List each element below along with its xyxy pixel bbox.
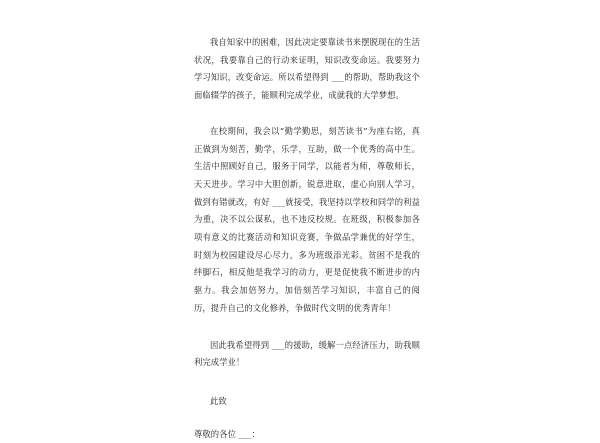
letter-body bbox=[194, 34, 420, 443]
closing-salutation: 此致 bbox=[210, 395, 227, 406]
paragraph-intro: 我自知家中的困难，因此决定要靠读书来摆脱现在的生活状况，我要靠自己的行动来证明，知识改变命运。我要努力学习知识，改变命运。所以希望得到 ___的帮助，帮助我这个面临辍学的孩子，能顺利完成学业，成就我的大学梦想。 bbox=[194, 37, 420, 101]
paragraph-school-plan: 在校期间，我会以“勤学勤思，刻苦读书”为座右铭，真正做到为刻苦，勤学，乐学，互助，做一个优秀的高中生。生活中照顾好自己，服务于同学，以能者为师，尊敬师长，天天进步。学习中大胆创新，锐意进取，虚心向别人学习，做到有错就改，有好 ___就接受，我坚持以学校和同学的利益为重，决不以公谋私，也不违反校规。在班级，积极参加各项有意义的比赛活动和知识竞赛，争做品学兼优的好学生，时刻为校园建设尽心尽力，多为班级添光彩。贫困不是我的绊脚石，相反他是我学习的动力，更是促使我不断进步的内驱力。我会加倍努力，加倍刻苦学习知识，丰富自己的阅历，提升自己的文化修养，争做时代文明的优秀青年！ bbox=[194, 125, 420, 313]
addressee-line: 尊敬的各位 ___： bbox=[194, 428, 260, 439]
paragraph-request: 因此我希望得到 ___的援助，缓解一点经济压力，助我顺利完成学业！ bbox=[194, 339, 420, 368]
